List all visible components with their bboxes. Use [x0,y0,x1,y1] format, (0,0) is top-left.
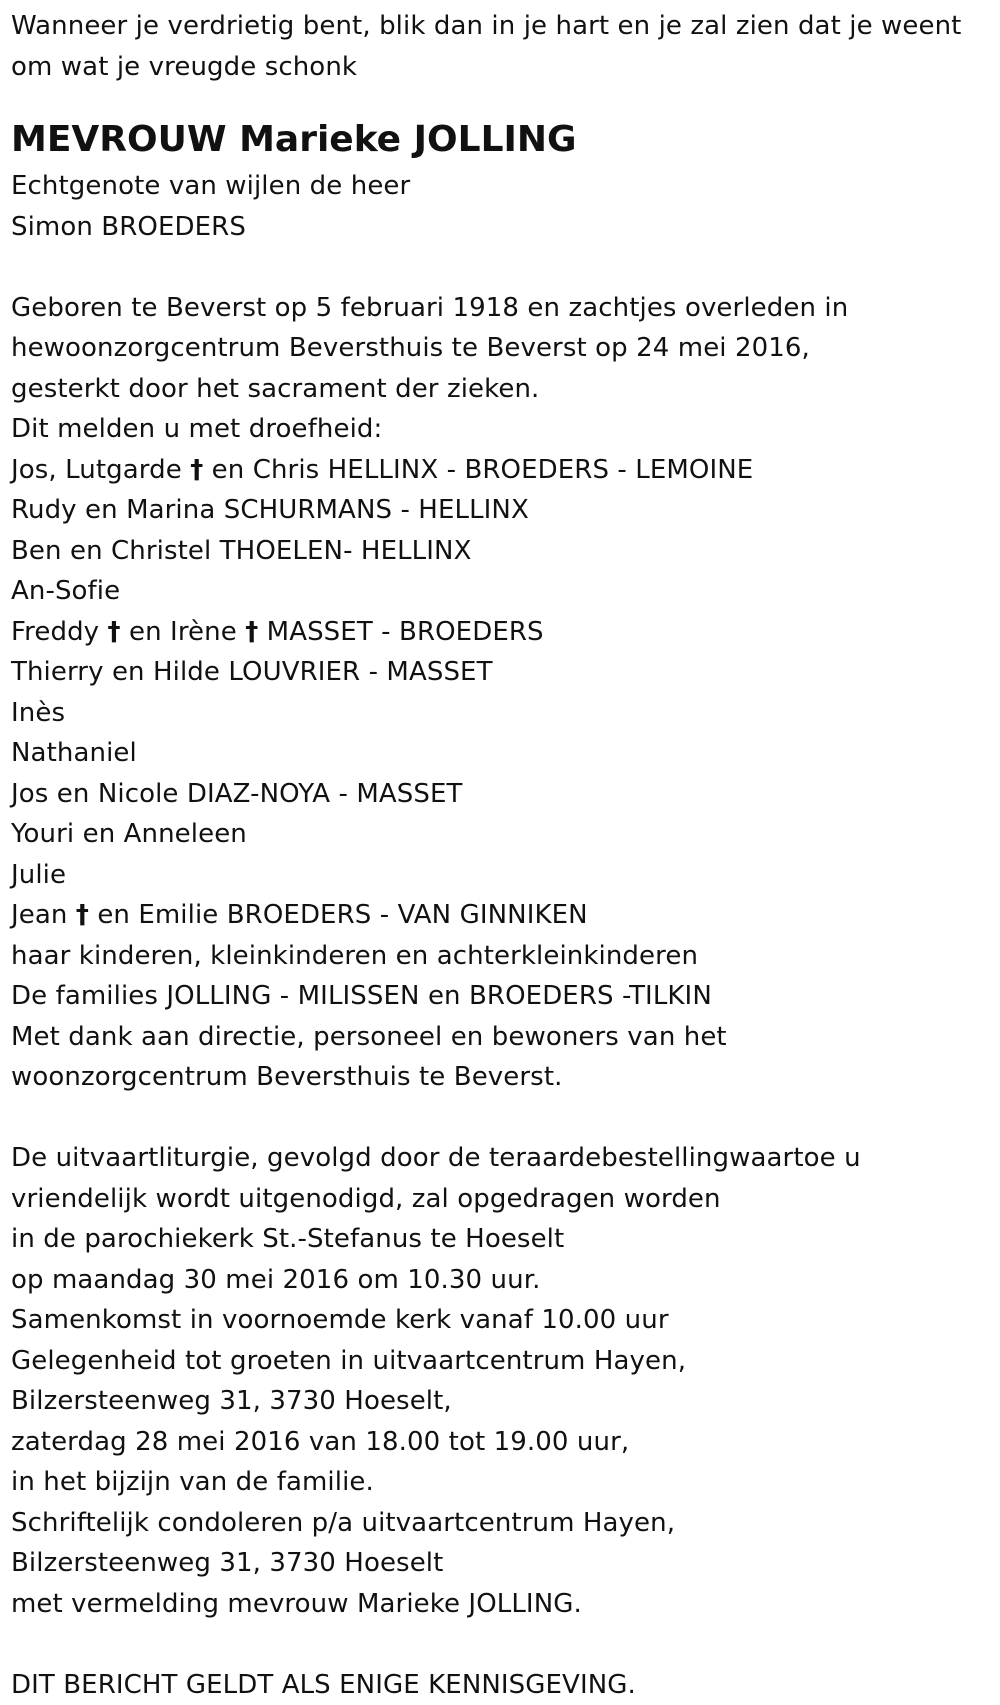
mourner-text: en Irène [121,617,246,647]
funeral-line: in de parochiekerk St.-Stefanus te Hoeselt [11,1219,1000,1260]
announcement-line: Geboren te Beverst op 5 februari 1918 en zachtjes overleden in [11,288,1000,329]
cross-icon: † [245,617,258,647]
motto [11,6,1000,88]
mourner-line [11,612,1000,653]
mourner-line: Jos en Nicole DIAZ-NOYA - MASSET [11,774,1000,815]
deceased-name: MEVROUW Marieke JOLLING [11,118,1000,162]
mourner-line [11,895,1000,936]
announcement-line: Dit melden u met droefheid: [11,409,1000,450]
mourner-text: Freddy [11,617,108,647]
spouse-line: Simon BROEDERS [11,207,1000,248]
mourner-text: Jean [11,900,76,930]
motto-line: om wat je vreugde schonk [11,47,1000,88]
cross-icon: † [108,617,121,647]
funeral-line: Schriftelijk condoleren p/a uitvaartcentrum Hayen, [11,1503,1000,1544]
mourner-line: De families JOLLING - MILISSEN en BROEDERS -TILKIN [11,976,1000,1017]
mourner-line: Ben en Christel THOELEN- HELLINX [11,531,1000,572]
spouse-line: Echtgenote van wijlen de heer [11,166,1000,207]
funeral-line: Bilzersteenweg 31, 3730 Hoeselt, [11,1381,1000,1422]
funeral-line: op maandag 30 mei 2016 om 10.30 uur. [11,1260,1000,1301]
funeral-line: in het bijzijn van de familie. [11,1462,1000,1503]
mourner-line: Nathaniel [11,733,1000,774]
mourner-line: An-Sofie [11,571,1000,612]
mourner-line: Rudy en Marina SCHURMANS - HELLINX [11,490,1000,531]
spacer [11,1098,1000,1139]
mourner-line: Youri en Anneleen [11,814,1000,855]
funeral-line: Samenkomst in voornoemde kerk vanaf 10.00 uur [11,1300,1000,1341]
mourner-line: Julie [11,855,1000,896]
mourner-text: en Emilie BROEDERS - VAN GINNIKEN [89,900,588,930]
funeral-line: vriendelijk wordt uitgenodigd, zal opgedragen worden [11,1179,1000,1220]
mourners-list [11,450,1000,1098]
mourner-line: woonzorgcentrum Beversthuis te Beverst. [11,1057,1000,1098]
announcement-line: hewoonzorgcentrum Beversthuis te Beverst op 24 mei 2016, [11,328,1000,369]
mourner-text: MASSET - BROEDERS [258,617,543,647]
funeral-line: Bilzersteenweg 31, 3730 Hoeselt [11,1543,1000,1584]
mourner-line: Inès [11,693,1000,734]
closing-statement: DIT BERICHT GELDT ALS ENIGE KENNISGEVING. [11,1665,1000,1705]
funeral-line: Gelegenheid tot groeten in uitvaartcentrum Hayen, [11,1341,1000,1382]
spacer [11,1624,1000,1665]
cross-icon: † [190,455,203,485]
mourner-line: Met dank aan directie, personeel en bewoners van het [11,1017,1000,1058]
announcement-line: gesterkt door het sacrament der zieken. [11,369,1000,410]
funeral-line: De uitvaartliturgie, gevolgd door de teraardebestellingwaartoe u [11,1138,1000,1179]
cross-icon: † [76,900,89,930]
funeral-line: met vermelding mevrouw Marieke JOLLING. [11,1584,1000,1625]
mourner-line: haar kinderen, kleinkinderen en achterkleinkinderen [11,936,1000,977]
spouse-block [11,166,1000,247]
funeral-line: zaterdag 28 mei 2016 van 18.00 tot 19.00 uur, [11,1422,1000,1463]
spacer [11,247,1000,288]
mourner-line [11,450,1000,491]
funeral-details [11,1138,1000,1624]
announcement-block [11,288,1000,450]
mourner-line: Thierry en Hilde LOUVRIER - MASSET [11,652,1000,693]
motto-line: Wanneer je verdrietig bent, blik dan in je hart en je zal zien dat je weent [11,6,1000,47]
mourner-text: Jos, Lutgarde [11,455,190,485]
mourner-text: en Chris HELLINX - BROEDERS - LEMOINE [203,455,753,485]
